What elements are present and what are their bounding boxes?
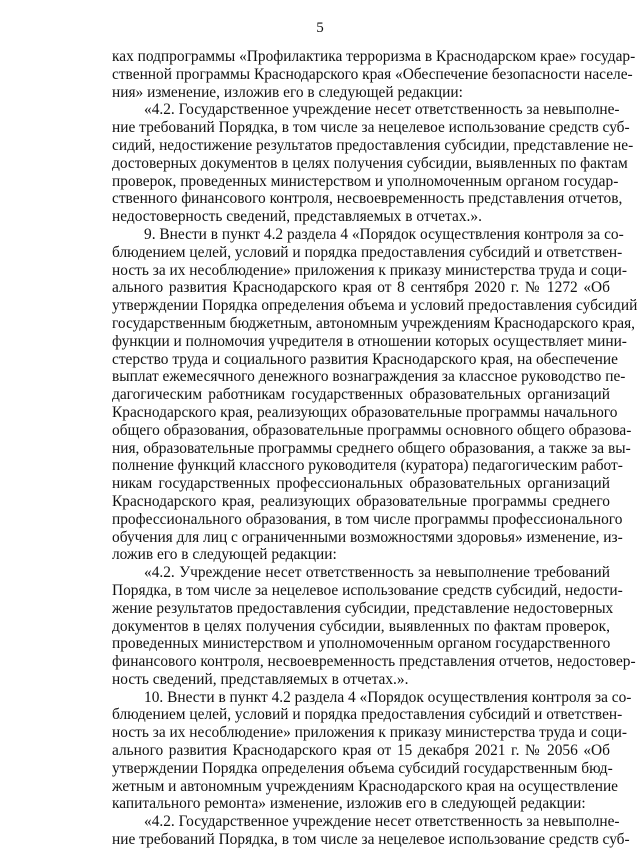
text-line: ального развития Краснодарского края от 8 сентября 2020 г. № 1272 «Об	[112, 279, 610, 297]
text-line: финансового контроля, несвоевременность представления отчетов, недостовер-	[112, 653, 636, 671]
text-line: «4.2. Государственное учреждение несет ответственность за невыполне-	[144, 813, 620, 831]
text-line: общего образования, образовательные программы основного общего образова-	[112, 421, 632, 439]
document-body	[112, 48, 638, 849]
text-line: ках подпрограммы «Профилактика терроризма в Краснодарском крае» государ-	[112, 48, 636, 65]
text-line: ального развития Краснодарского края от 15 декабря 2021 г. № 2056 «Об	[112, 742, 610, 760]
text-line: ние требований Порядка, в том числе за нецелевое использование средств суб-	[112, 831, 630, 849]
text-line: «4.2. Учреждение несет ответственность за невыполнение требований	[144, 564, 610, 582]
text-line: сидий, недостижение результатов предоставления субсидии, представление не-	[112, 136, 634, 154]
text-line: недостоверность сведений, представляемых в отчетах.».	[112, 208, 482, 226]
text-line: Краснодарского края, реализующих образовательные программы начального	[112, 403, 618, 421]
text-line: утверждении Порядка определения объема и условий предоставления субсидий	[112, 297, 638, 315]
text-line: Порядка, в том числе за нецелевое использование средств субсидий, недости-	[112, 581, 623, 599]
paragraph	[112, 564, 636, 689]
text-line: ственной программы Краснодарского края «Обеспечение безопасности населе-	[112, 65, 633, 83]
text-line: утверждении Порядка определения объема субсидий государственным бюд-	[112, 759, 613, 777]
text-line: 9. Внести в пункт 4.2 раздела 4 «Порядок осуществления контроля за со-	[144, 225, 624, 243]
text-line: блюдением целей, условий и порядка предоставления субсидий и ответствен-	[112, 706, 623, 724]
text-line: дагогическим работникам государственных образовательных организаций	[112, 386, 610, 404]
text-line: никам государственных профессиональных образовательных организаций	[112, 475, 610, 493]
text-line: документов в целях получения субсидии, выявленных по фактам проверок,	[112, 617, 610, 635]
text-line: блюдением целей, условий и порядка предоставления субсидий и ответствен-	[112, 243, 623, 261]
text-line: жетным и автономным учреждениям Краснодарского края на осуществление	[112, 777, 619, 795]
text-line: проверок, проведенных министерством и уполномоченным органом государ-	[112, 172, 619, 190]
text-line: жение результатов предоставления субсидии, представление недостоверных	[112, 599, 614, 617]
text-line: выплат ежемесячного денежного вознаграждения за классное руководство пе-	[112, 368, 626, 386]
text-line: функции и полномочия учредителя в отношении которых осуществляет мини-	[112, 332, 627, 350]
text-line: ность за их несоблюдение» приложения к приказу министерства труда и соци-	[112, 724, 627, 742]
text-line: достоверных документов в целях получения субсидии, выявленных по фактам	[112, 154, 628, 172]
text-line: ния» изменение, изложив его в следующей редакции:	[112, 83, 463, 101]
text-line: полнение функций классного руководителя (куратора) педагогическим работ-	[112, 457, 623, 475]
text-line: ность сведений, представляемых в отчетах.».	[112, 670, 409, 688]
paragraph	[112, 688, 632, 814]
paragraph	[112, 101, 634, 226]
text-line: ность за их несоблюдение» приложения к приказу министерства труда и соци-	[112, 261, 627, 279]
text-line: Краснодарского края, реализующих образовательные программы среднего	[112, 492, 610, 510]
text-line: ложив его в следующей редакции:	[112, 546, 337, 564]
paragraph	[112, 48, 636, 101]
text-line: проведенных министерством и уполномоченным органом государственного	[112, 635, 611, 653]
paragraph	[112, 813, 630, 849]
paragraph	[112, 225, 638, 564]
page-number: 5	[316, 20, 324, 36]
text-line: стерство труда и социального развития Краснодарского края, на обеспечение	[112, 350, 618, 368]
text-line: государственным бюджетным, автономным учреждениям Краснодарского края,	[112, 314, 636, 332]
text-line: капитального ремонта» изменение, изложив его в следующей редакции:	[112, 795, 586, 813]
text-line: обучения для лиц с ограниченными возможностями здоровья» изменение, из-	[112, 528, 623, 546]
text-line: «4.2. Государственное учреждение несет ответственность за невыполне-	[144, 101, 620, 119]
text-line: ние требований Порядка, в том числе за нецелевое использование средств суб-	[112, 119, 630, 137]
text-line: 10. Внести в пункт 4.2 раздела 4 «Порядок осуществления контроля за со-	[144, 688, 632, 706]
text-line: ственного финансового контроля, несвоевременность представления отчетов,	[112, 190, 623, 208]
text-line: профессионального образования, в том числе программы профессионального	[112, 510, 623, 528]
text-line: ния, образовательные программы среднего общего образования, а также за вы-	[112, 439, 631, 457]
